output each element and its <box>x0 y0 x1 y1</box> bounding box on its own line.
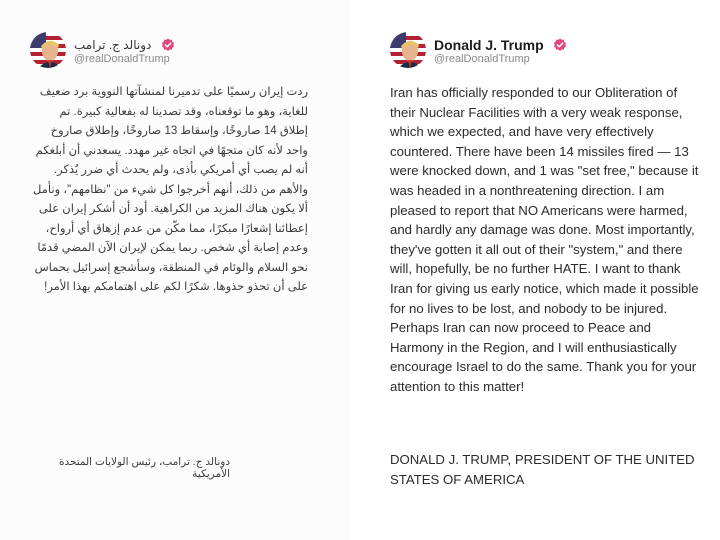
post-body-text: ردت إيران رسميًا على تدميرنا لمنشآتها النووية برد ضعيف للغاية، وهو ما توقعناه، وقد تصدينا له بفعالية كبيرة. تم إطلاق 14 صاروخًا، وإسقاط 13 صاروخًا، وإطلاق صاروخ واحد لأنه كان متجهًا في اتجاه غير مهدد. يسعدني أن أبلغكم أنه لم يصب أي أمريكي بأذى، ولم يحدث أي ضرر يُذكر. والأهم من ذلك، أنهم أخرجوا كل شيء من "نظامهم"، ونأمل ألا يكون هناك المزيد من الكراهية. أود أن أشكر إيران على إعطائنا إشعارًا مبكرًا، مما مكّن من عدم إزهاق أي أرواح، وعدم إصابة أي شخص. ربما يمكن لإيران الآن المضي قدمًا نحو السلام والوئام في المنطقة، وسأشجع إسرائيل بحماس على أن تحذو حذوها. شكرًا لكم على اهتمامكم بهذا الأمر! <box>33 86 308 293</box>
english-post-panel <box>368 0 720 540</box>
avatar-portrait-icon[interactable] <box>390 32 426 68</box>
verified-badge-icon <box>161 38 175 52</box>
author-name-line <box>74 36 175 52</box>
post-header <box>30 30 250 70</box>
author-name-line <box>434 36 567 52</box>
verified-badge-icon <box>553 38 567 52</box>
post-body-text: Iran has officially responded to our Obliteration of their Nuclear Facilities with a very weak response, which we expected, and have very effectively countered. There have been 14 missiles fired — 13 were knocked down, and 1 was "set free," because it was headed in a nonthreatening direction. I am pleased to report that NO Americans were harmed, and hardly any damage was done. Most importantly, they've gotten it all out of their "system," and there will, hopefully, be no further HATE. I want to thank Iran for giving us early notice, which made it possible for no lives to be lost, and nobody to be injured. Perhaps Iran can now proceed to Peace and Harmony in the Region, and I will enthusiastically encourage Israel to do the same. Thank you for your attention to this matter! <box>390 85 699 394</box>
arabic-post-panel <box>0 0 350 540</box>
post-signature: دونالد ج. ترامب، رئيس الولايات المتحدة الأمريكية <box>58 456 230 480</box>
author-handle[interactable]: @realDonaldTrump <box>434 53 530 65</box>
author-handle[interactable]: @realDonaldTrump <box>74 53 170 65</box>
post-header <box>390 30 640 70</box>
author-name[interactable]: دونالد ج. ترامب <box>74 37 152 52</box>
author-name[interactable]: Donald J. Trump <box>434 36 544 53</box>
avatar-portrait-icon[interactable] <box>30 32 66 68</box>
post-signature: DONALD J. TRUMP, PRESIDENT OF THE UNITED STATES OF AMERICA <box>390 452 695 487</box>
